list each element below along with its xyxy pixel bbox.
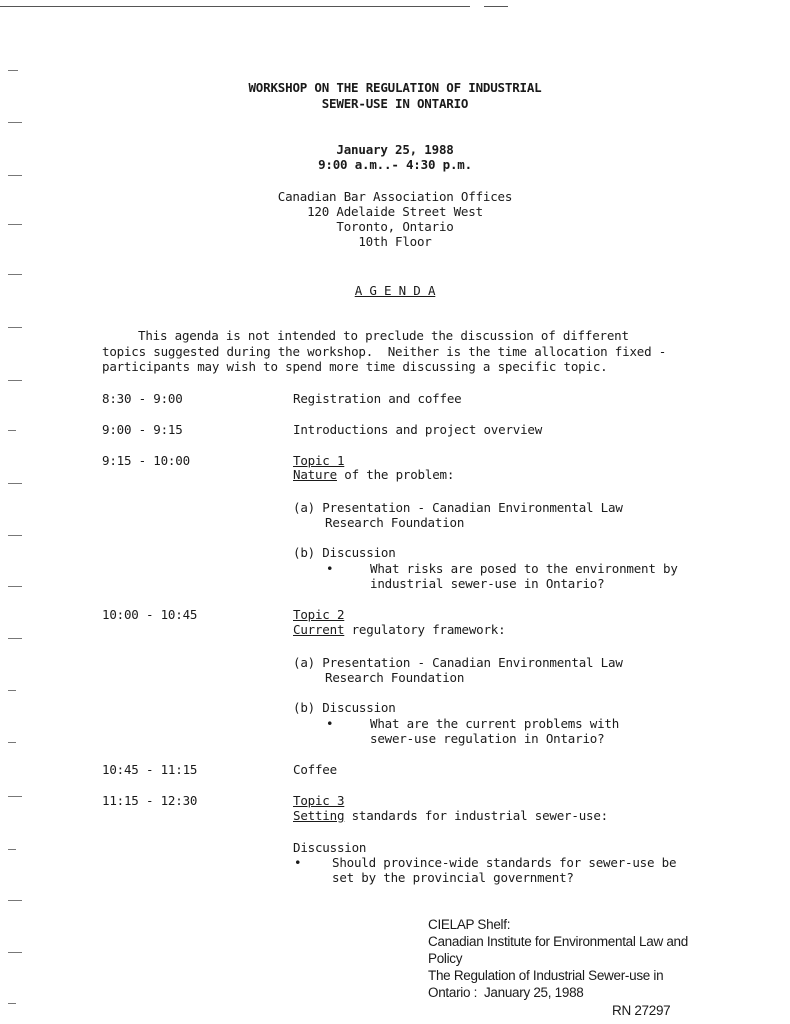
- stamp-line-2: Canadian Institute for Environmental Law and: [428, 934, 688, 949]
- scan-line: [484, 6, 508, 7]
- topic-subtitle-keyword: Current: [293, 622, 345, 637]
- intro-line-2: topics suggested during the workshop. Neither is the time allocation fixed -: [102, 344, 667, 359]
- discussion-label: Discussion: [293, 840, 367, 855]
- topic-heading: Topic 2: [293, 607, 345, 622]
- bullet-text: What are the current problems with: [370, 716, 620, 731]
- margin-mark: [8, 70, 18, 71]
- stamp-line-3: Policy: [428, 951, 463, 966]
- venue-line-2: 120 Adelaide Street West: [307, 204, 483, 219]
- schedule-time: 10:00 - 10:45: [102, 607, 198, 622]
- item-b: (b) Discussion: [293, 545, 396, 560]
- bullet-text-cont: industrial sewer-use in Ontario?: [370, 576, 605, 591]
- margin-mark: [8, 535, 22, 536]
- schedule-text: Introductions and project overview: [293, 422, 543, 437]
- event-time: 9:00 a.m..- 4:30 p.m.: [318, 157, 472, 172]
- title-line-2: SEWER-USE IN ONTARIO: [321, 96, 469, 111]
- schedule-text: Registration and coffee: [293, 391, 462, 406]
- schedule-time: 9:15 - 10:00: [102, 453, 190, 468]
- title-line-1: WORKSHOP ON THE REGULATION OF INDUSTRIAL: [248, 80, 542, 95]
- item-a-cont: Research Foundation: [325, 670, 465, 685]
- agenda-heading: A G E N D A: [354, 283, 436, 298]
- stamp-line-5: Ontario : January 25, 1988: [428, 985, 584, 1000]
- topic-subtitle-keyword: Nature: [293, 467, 337, 482]
- venue-line-3: Toronto, Ontario: [336, 219, 454, 234]
- schedule-text: Coffee: [293, 762, 337, 777]
- margin-mark: [8, 327, 22, 328]
- topic-subtitle-rest: of the problem:: [336, 467, 455, 482]
- margin-mark: [8, 1003, 16, 1004]
- margin-mark: [8, 900, 22, 901]
- margin-mark: [8, 849, 16, 850]
- bullet-text-cont: set by the provincial government?: [332, 870, 574, 885]
- topic-subtitle: [293, 467, 454, 482]
- bullet: •: [326, 561, 334, 576]
- margin-mark: [8, 483, 22, 484]
- bullet-text-cont: sewer-use regulation in Ontario?: [370, 731, 605, 746]
- topic-subtitle-keyword: Setting: [293, 808, 345, 823]
- margin-mark: [8, 122, 22, 123]
- margin-mark: [8, 430, 16, 431]
- event-date: January 25, 1988: [336, 142, 454, 157]
- schedule-time: 10:45 - 11:15: [102, 762, 198, 777]
- bullet: •: [326, 716, 334, 731]
- margin-mark: [8, 952, 22, 953]
- scan-line: [0, 6, 470, 7]
- stamp-code: RN 27297: [612, 1003, 671, 1018]
- venue-line-1: Canadian Bar Association Offices: [277, 189, 513, 204]
- margin-mark: [8, 586, 22, 587]
- topic-subtitle-rest: standards for industrial sewer-use:: [344, 808, 609, 823]
- item-a: (a) Presentation - Canadian Environmental Law: [293, 500, 623, 515]
- margin-mark: [8, 796, 22, 797]
- stamp-line-1: CIELAP Shelf:: [428, 917, 511, 932]
- venue-line-4: 10th Floor: [358, 234, 432, 249]
- topic-subtitle: [293, 622, 505, 637]
- topic-subtitle: [293, 808, 608, 823]
- bullet-text: Should province-wide standards for sewer-use be: [332, 855, 677, 870]
- item-b: (b) Discussion: [293, 700, 396, 715]
- margin-mark: [8, 638, 22, 639]
- margin-mark: [8, 380, 22, 381]
- intro-line-3: participants may wish to spend more time discussing a specific topic.: [102, 359, 608, 374]
- topic-heading: Topic 1: [293, 453, 345, 468]
- schedule-time: 11:15 - 12:30: [102, 793, 198, 808]
- item-a: (a) Presentation - Canadian Environmental Law: [293, 655, 623, 670]
- item-a-cont: Research Foundation: [325, 515, 465, 530]
- intro-line-1: This agenda is not intended to preclude the discussion of different: [138, 328, 629, 343]
- margin-mark: [8, 274, 22, 275]
- margin-mark: [8, 690, 16, 691]
- bullet: •: [294, 855, 302, 870]
- schedule-time: 9:00 - 9:15: [102, 422, 183, 437]
- bullet-text: What risks are posed to the environment by: [370, 561, 678, 576]
- margin-mark: [8, 175, 22, 176]
- stamp-line-4: The Regulation of Industrial Sewer-use in: [428, 968, 664, 983]
- topic-subtitle-rest: regulatory framework:: [344, 622, 506, 637]
- margin-mark: [8, 742, 16, 743]
- schedule-time: 8:30 - 9:00: [102, 391, 183, 406]
- topic-heading: Topic 3: [293, 793, 345, 808]
